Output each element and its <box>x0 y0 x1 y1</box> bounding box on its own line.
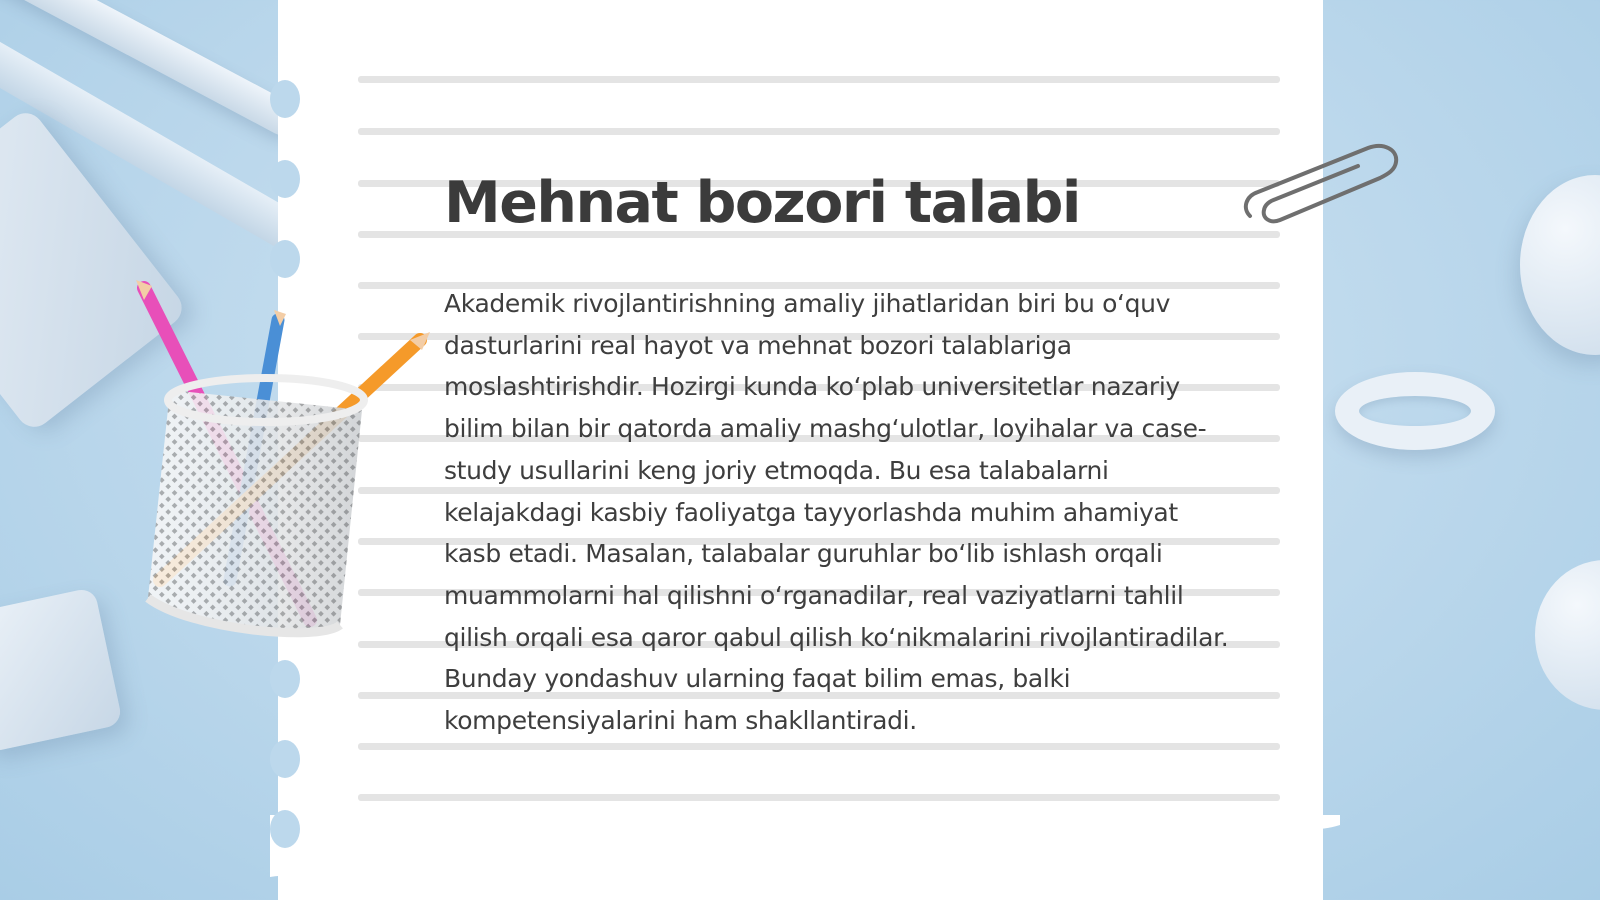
background-blob <box>1535 560 1600 710</box>
paper-torn-edge <box>270 815 1340 900</box>
paperclip-icon <box>1240 138 1410 238</box>
slide-body-text: Akademik rivojlantirishning amaliy jihatlaridan biri bu o‘quv dasturlarini real hayot va mehnat bozori talablariga moslashtirishdir. Hozirgi kunda ko‘plab universitetlar nazariy bilim bilan bir qatorda amaliy mashg‘ulotlar, loyihalar va case-study usullarini keng joriy etmoqda. Bu esa talabalarni kelajakdagi kasbiy faoliyatga tayyorlashda muhim ahamiyat kasb etadi. Masalan, talabalar guruhlar bo‘lib ishlash orqali muammolarni hal qilishni o‘rganadilar, real vaziyatlarni tahlil qilish orqali esa qaror qabul qilish ko‘nikmalarini rivojlantiradilar. Bunday yondashuv ularning faqat bilim emas, balki kompetensiyalarini ham shakllantiradi. <box>444 289 1229 736</box>
ruled-line <box>358 743 1280 750</box>
background-cube <box>0 587 123 753</box>
ruled-line <box>358 128 1280 135</box>
pencil-cup-icon <box>130 280 450 660</box>
slide-title: Mehnat bozori talabi <box>444 170 1080 236</box>
background-torus <box>1335 372 1495 450</box>
ruled-line <box>358 76 1280 83</box>
background-blob <box>1520 175 1600 355</box>
ruled-line <box>358 794 1280 801</box>
